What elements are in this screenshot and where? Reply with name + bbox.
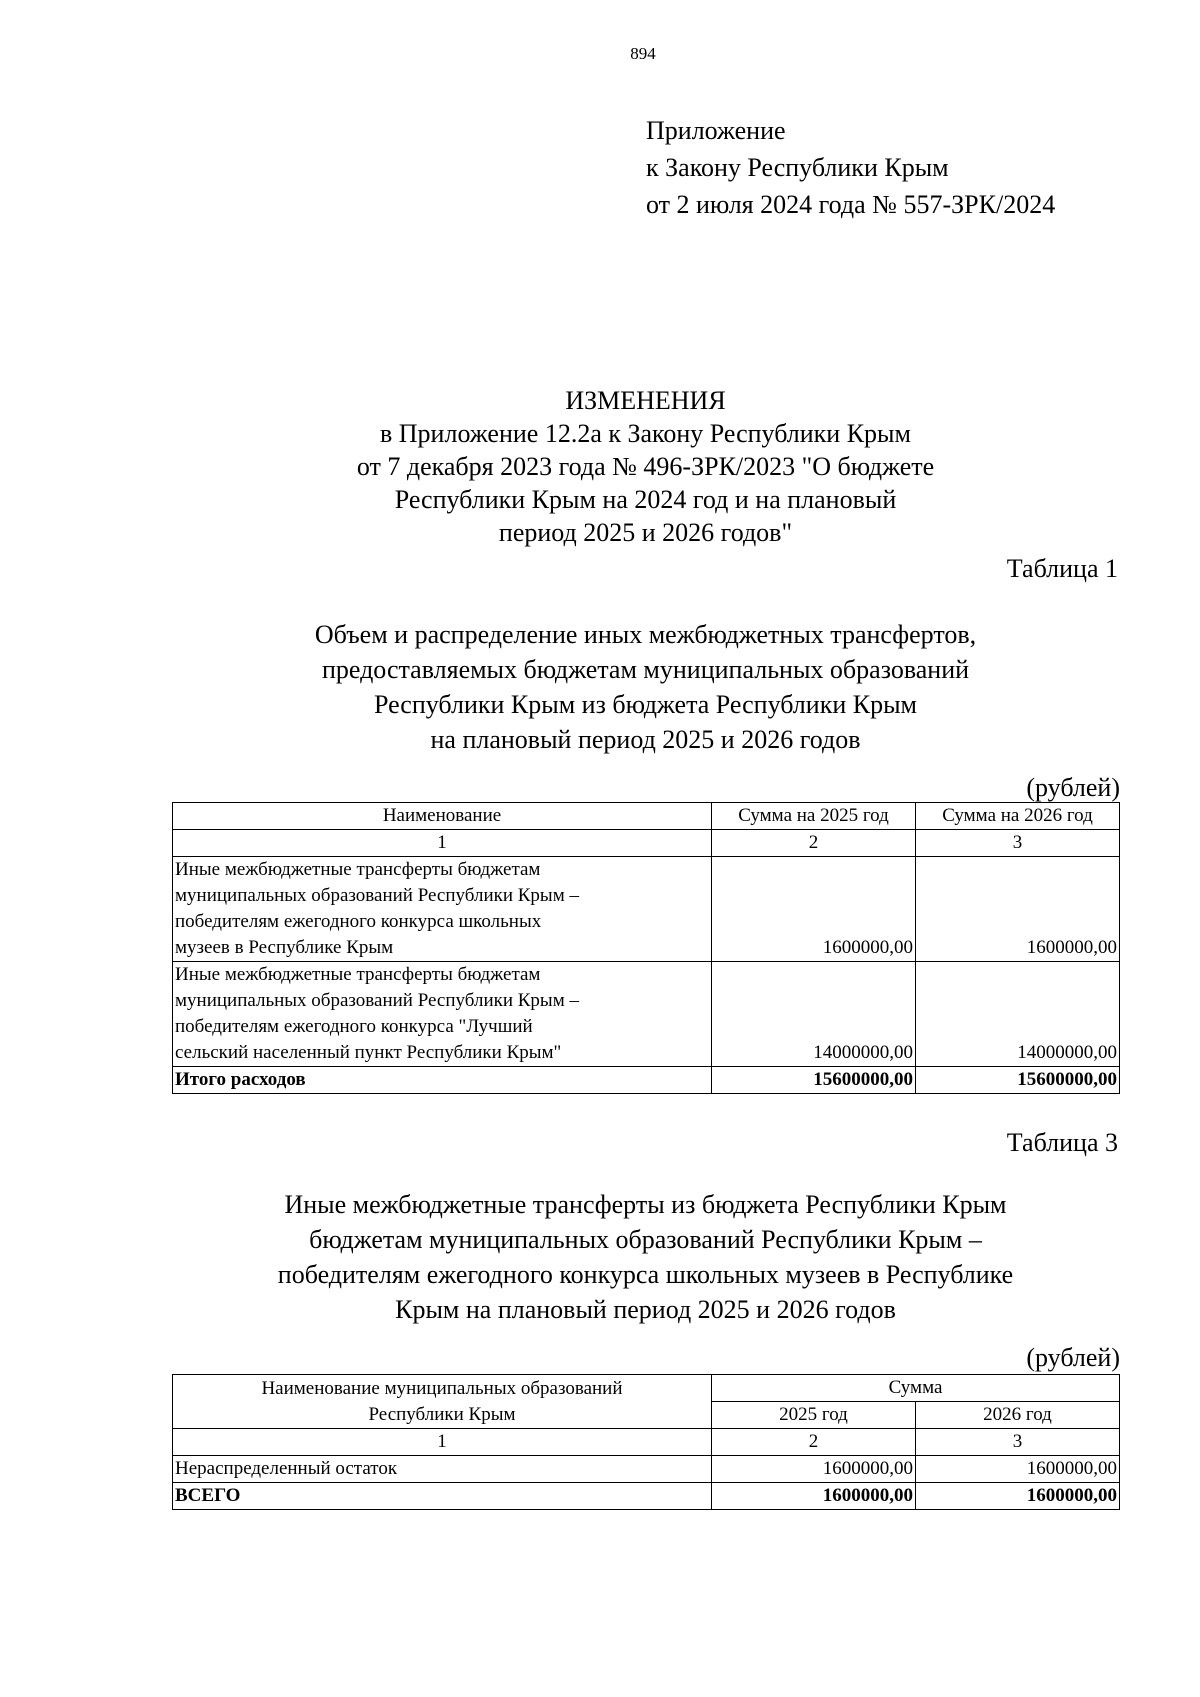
header-year-2025: 2025 год — [712, 1402, 916, 1429]
table1-title-line: Республики Крым из бюджета Республики Крым — [373, 690, 918, 719]
appendix-line: от 2 июля 2024 года № 557-ЗРК/2024 — [646, 190, 1056, 219]
document-title — [172, 384, 1119, 549]
table1-label: Таблица 1 — [1006, 554, 1118, 583]
column-number: 3 — [916, 830, 1120, 857]
column-number: 2 — [712, 1429, 916, 1456]
table1-units: (рублей) — [1026, 773, 1120, 802]
appendix-reference — [646, 112, 1055, 223]
header-sum-2025: Сумма на 2025 год — [712, 803, 916, 830]
table1-title-line: на плановый период 2025 и 2026 годов — [430, 725, 861, 754]
header-year-2026: 2026 год — [916, 1402, 1120, 1429]
total-sum-2025: 1600000,00 — [712, 1483, 916, 1510]
document-subtitle-line: от 7 декабря 2023 года № 496-ЗРК/2023 "О бюджете — [356, 452, 935, 481]
total-sum-2026: 1600000,00 — [916, 1483, 1120, 1510]
total-sum-2026: 15600000,00 — [916, 1067, 1120, 1094]
table1-title — [172, 617, 1119, 757]
table1 — [172, 802, 1120, 1094]
table-row — [173, 857, 1120, 962]
column-number: 1 — [173, 1429, 712, 1456]
table3-title-line: Крым на плановый период 2025 и 2026 годов — [395, 1295, 896, 1324]
table3-title — [172, 1187, 1119, 1327]
column-number-row — [173, 1429, 1120, 1456]
appendix-line: к Закону Республики Крым — [646, 153, 949, 182]
row-name: Иные межбюджетные трансферты бюджетам муниципальных образований Республики Крым – победителям ежегодного конкурса "Лучший сельский населенный пункт Республики Крым" — [173, 962, 712, 1067]
row-sum-2025: 1600000,00 — [712, 857, 916, 962]
column-number: 3 — [916, 1429, 1120, 1456]
row-name: Нераспределенный остаток — [173, 1456, 712, 1483]
table3-label: Таблица 3 — [1006, 1128, 1118, 1157]
total-sum-2025: 15600000,00 — [712, 1067, 916, 1094]
table3-title-line: Иные межбюджетные трансферты из бюджета Республики Крым — [284, 1190, 1007, 1219]
column-number-row — [173, 830, 1120, 857]
row-sum-2025: 14000000,00 — [712, 962, 916, 1067]
total-label: Итого расходов — [173, 1067, 712, 1094]
table-header-row — [173, 1375, 1120, 1402]
table-row — [173, 962, 1120, 1067]
column-number: 2 — [712, 830, 916, 857]
total-row — [173, 1067, 1120, 1094]
header-name: Наименование — [173, 803, 712, 830]
document-heading: ИЗМЕНЕНИЯ — [565, 386, 726, 415]
table1-title-line: Объем и распределение иных межбюджетных трансфертов, — [314, 620, 977, 649]
row-sum-2026: 1600000,00 — [916, 857, 1120, 962]
table3-units: (рублей) — [1026, 1343, 1120, 1372]
table-row — [173, 1456, 1120, 1483]
column-number: 1 — [173, 830, 712, 857]
header-name: Наименование муниципальных образований Республики Крым — [173, 1375, 712, 1429]
total-label: ВСЕГО — [173, 1483, 712, 1510]
row-sum-2026: 1600000,00 — [916, 1456, 1120, 1483]
document-subtitle-line: период 2025 и 2026 годов" — [498, 518, 793, 547]
table3 — [172, 1374, 1120, 1510]
total-row — [173, 1483, 1120, 1510]
row-sum-2025: 1600000,00 — [712, 1456, 916, 1483]
table3-title-line: бюджетам муниципальных образований Республики Крым – — [309, 1225, 982, 1254]
table3-title-line: победителям ежегодного конкурса школьных музеев в Республике — [277, 1260, 1014, 1289]
row-sum-2026: 14000000,00 — [916, 962, 1120, 1067]
table-header-row — [173, 803, 1120, 830]
appendix-line: Приложение — [646, 116, 786, 145]
header-sum: Сумма — [712, 1375, 1120, 1402]
table1-title-line: предоставляемых бюджетам муниципальных образований — [321, 655, 970, 684]
page-number: 894 — [630, 44, 656, 63]
document-subtitle-line: Республики Крым на 2024 год и на плановый — [394, 485, 897, 514]
header-sum-2026: Сумма на 2026 год — [916, 803, 1120, 830]
row-name: Иные межбюджетные трансферты бюджетам муниципальных образований Республики Крым – победителям ежегодного конкурса школьных музеев в Республике Крым — [173, 857, 712, 962]
document-subtitle-line: в Приложение 12.2а к Закону Республики Крым — [380, 419, 911, 448]
